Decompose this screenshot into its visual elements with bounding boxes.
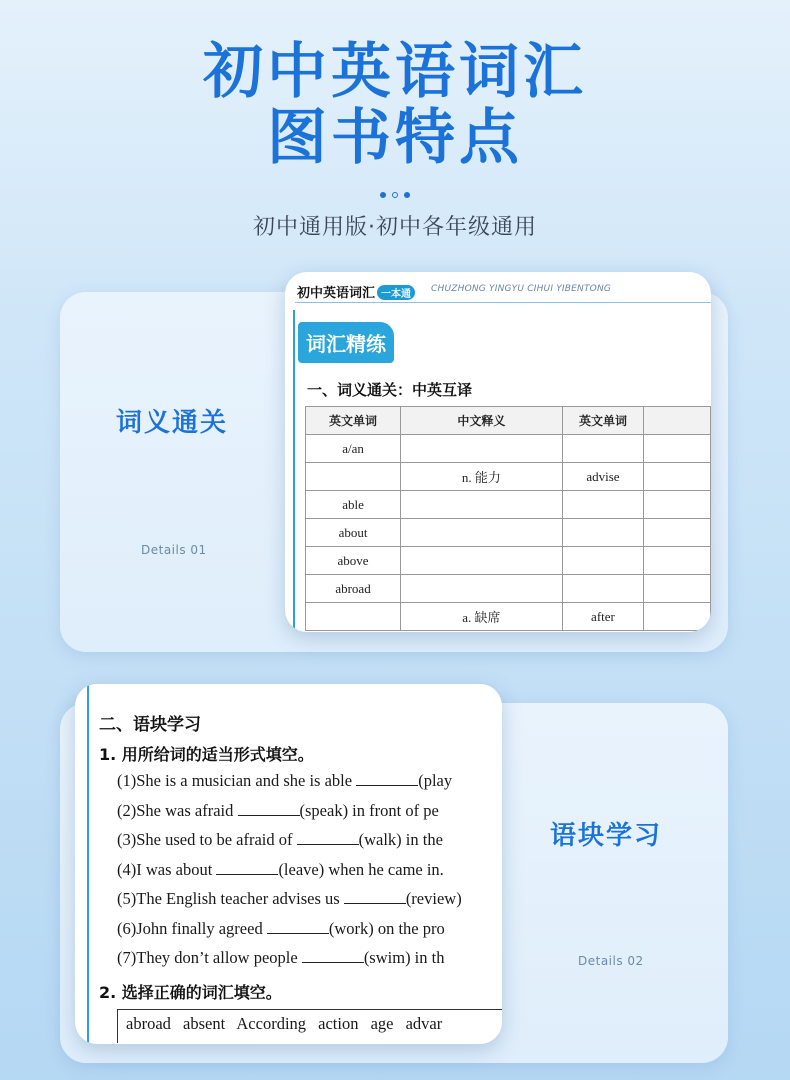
table-row <box>306 547 711 575</box>
answer-blank <box>216 861 278 875</box>
book-title-text: 初中英语词汇 <box>297 286 376 301</box>
table-cell <box>401 491 563 519</box>
header-divider <box>295 302 711 303</box>
dot-icon <box>380 192 386 198</box>
feature-2-details: Details 02 <box>578 954 644 968</box>
sample-page-chunks <box>75 684 502 1044</box>
table-cell <box>562 491 644 519</box>
book-badge: 一本通 <box>377 285 415 300</box>
table-cell <box>562 519 644 547</box>
sample-page-vocabulary <box>285 272 711 632</box>
feature-2-label: 语块学习 <box>550 821 663 851</box>
table-row <box>306 603 711 631</box>
table-cell <box>644 519 711 547</box>
list-item <box>117 860 444 880</box>
item-text: (7)They don’t allow people <box>117 948 302 967</box>
item-text: (walk) in the <box>358 830 443 849</box>
side-rule <box>87 684 89 1044</box>
column-header: 中文释义 <box>401 407 563 435</box>
table-cell: a/an <box>306 435 401 463</box>
side-rule <box>293 310 295 632</box>
table-cell <box>306 603 401 631</box>
question-2-prompt: 2. 选择正确的词汇填空。 <box>99 983 282 1002</box>
table-row <box>306 575 711 603</box>
exercise-title: 二、语块学习 <box>99 715 201 735</box>
item-text: (review) <box>405 889 462 908</box>
table-cell: n. 能力 <box>401 463 563 491</box>
column-header: 英文单词 <box>562 407 644 435</box>
item-text: (3)She used to be afraid of <box>117 830 297 849</box>
feature-1-details: Details 01 <box>141 543 207 557</box>
item-text: (6)John finally agreed <box>117 919 267 938</box>
page-title-line-1: 初中英语词汇 <box>203 37 587 107</box>
table-header-row <box>306 407 711 435</box>
item-text: (play <box>418 771 453 790</box>
exercise-heading: 一、词义通关：中英互译 <box>307 381 473 399</box>
dot-icon <box>404 192 410 198</box>
answer-blank <box>344 890 406 904</box>
list-item <box>117 919 445 939</box>
book-title <box>297 282 415 301</box>
list-item <box>117 801 439 821</box>
table-cell <box>562 435 644 463</box>
table-cell <box>401 575 563 603</box>
table-cell <box>644 603 711 631</box>
answer-blank <box>238 802 300 816</box>
table-row <box>306 519 711 547</box>
table-cell: a. 缺席 <box>401 603 563 631</box>
feature-1-label: 词义通关 <box>116 408 229 438</box>
answer-blank <box>356 772 418 786</box>
vocab-table <box>305 406 711 631</box>
page-subtitle: 初中通用版·初中各年级通用 <box>253 215 537 240</box>
table-cell <box>562 575 644 603</box>
answer-blank <box>267 920 329 934</box>
answer-blank <box>302 949 364 963</box>
item-text: (speak) in front of pe <box>299 801 439 820</box>
list-item <box>117 830 443 850</box>
table-row <box>306 491 711 519</box>
table-cell <box>401 547 563 575</box>
table-cell <box>644 463 711 491</box>
table-cell: able <box>306 491 401 519</box>
item-text: (work) on the pro <box>328 919 445 938</box>
item-text: (4)I was about <box>117 860 217 879</box>
table-cell: above <box>306 547 401 575</box>
table-cell <box>644 575 711 603</box>
column-header: 英文单词 <box>306 407 401 435</box>
table-cell: about <box>306 519 401 547</box>
item-text: (leave) when he came in. <box>278 860 444 879</box>
table-cell <box>401 435 563 463</box>
table-row <box>306 435 711 463</box>
table-cell <box>562 547 644 575</box>
page-title-line-2: 图书特点 <box>267 103 523 173</box>
table-row <box>306 463 711 491</box>
word-bank: abroad absent According action age advar <box>117 1009 502 1043</box>
book-pinyin: CHUZHONG YINGYU CIHUI YIBENTONG <box>431 284 612 294</box>
list-item <box>117 771 452 791</box>
item-text: (1)She is a musician and she is able <box>117 771 357 790</box>
answer-blank <box>297 831 359 845</box>
item-text: (swim) in th <box>363 948 445 967</box>
table-cell <box>401 519 563 547</box>
list-item <box>117 889 462 909</box>
section-tag: 词汇精练 <box>298 322 394 363</box>
column-header <box>644 407 711 435</box>
item-text: (5)The English teacher advises us <box>117 889 344 908</box>
dot-outline-icon <box>392 192 398 198</box>
table-cell <box>306 463 401 491</box>
table-cell: after <box>562 603 644 631</box>
table-cell: abroad <box>306 575 401 603</box>
decorative-dots <box>0 183 790 202</box>
question-1-prompt: 1. 用所给词的适当形式填空。 <box>99 745 314 764</box>
table-cell <box>644 547 711 575</box>
list-item <box>117 948 444 968</box>
item-text: (2)She was afraid <box>117 801 238 820</box>
table-cell <box>644 435 711 463</box>
table-cell <box>644 491 711 519</box>
table-cell: advise <box>562 463 644 491</box>
